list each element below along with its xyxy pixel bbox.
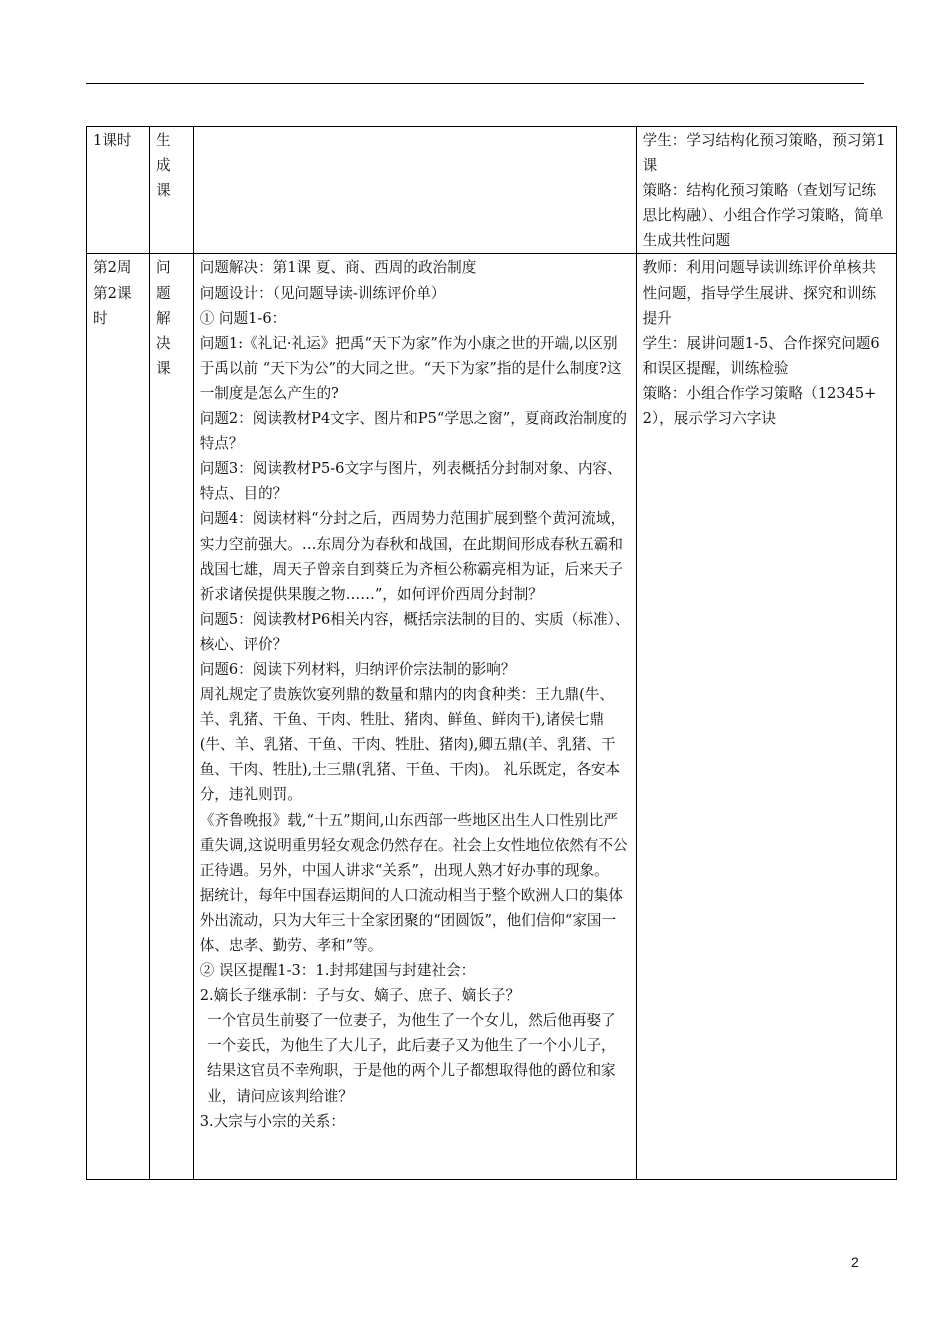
type-text: 生成课 bbox=[155, 132, 171, 200]
notes-text: 教师：利用问题导读训练评价单核共性问题，指导学生展讲、探究和训练提升 学生：展讲问题1-5、合作探究问题6和误区提醒，训练检验 策略：小组合作学习策略（12345+2），展示学习六字诀 bbox=[642, 259, 880, 428]
content-line: 问题6：阅读下列材料，归纳评价宗法制的影响？ bbox=[199, 660, 516, 678]
table-row bbox=[87, 254, 897, 1180]
time-text: 1课时 bbox=[93, 132, 132, 149]
notes-cell bbox=[636, 127, 896, 254]
content-line: 问题设计：（见问题导读-训练评价单） bbox=[199, 284, 446, 302]
time-text: 第2周第2课时 bbox=[93, 259, 132, 327]
time-cell bbox=[87, 127, 150, 254]
content-line: 问题5：阅读教材P6相关内容，概括宗法制的目的、实质（标准）、核心、评价？ bbox=[199, 610, 630, 653]
content-line: 问题1:《礼记·礼运》把禹“天下为家”作为小康之世的开端,以区别于禹以前 “天下为公”的大同之世。“天下为家”指的是什么制度?这一制度是怎么产生的? bbox=[199, 334, 622, 402]
page-number: 2 bbox=[851, 1254, 859, 1270]
lesson-plan-table bbox=[86, 126, 897, 1180]
content-line: 3.大宗与小宗的关系： bbox=[199, 1112, 345, 1130]
content-line: 问题4：阅读材料“分封之后，西周势力范围扩展到整个黄河流域，实力空前强大。…东周分为春秋和战国，在此期间形成春秋五霸和战国七雄，周天子曾亲自到葵丘为齐桓公称霸亮相为证，后来天子祈求诸侯提供果腹之物……”，如何评价西周分封制？ bbox=[199, 510, 626, 603]
content-line: 据统计，每年中国春运期间的人口流动相当于整个欧洲人口的集体外出流动，只为大年三十全家团聚的“团圆饭”，他们信仰“家国一体、忠孝、勤劳、孝和”等。 bbox=[199, 886, 623, 954]
content-line: 问题2：阅读教材P4文字、图片和P5“学思之窗”，夏商政治制度的特点？ bbox=[199, 410, 627, 453]
notes-cell bbox=[636, 254, 896, 1180]
type-text: 问题解决课 bbox=[155, 259, 171, 377]
content-line: 2.嫡长子继承制：子与女、嫡子、庶子、嫡长子？ bbox=[199, 987, 521, 1005]
content-line: 一个官员生前娶了一位妻子，为他生了一个女儿，然后他再娶了一个妾氏，为他生了大儿子，此后妻子又为他生了一个小儿子，结果这官员不幸殉职，于是他的两个儿子都想取得他的爵位和家业，请问应该判给谁？ bbox=[207, 1012, 616, 1105]
table-row bbox=[87, 127, 897, 254]
content-line: ① 问题1-6： bbox=[199, 309, 287, 327]
content-line: 问题解决：第1课 夏、商、西周的政治制度 bbox=[199, 259, 477, 277]
content-line: 周礼规定了贵族饮宴列鼎的数量和鼎内的肉食种类：王九鼎(牛、羊、乳猪、干鱼、干肉、牲肚、猪肉、鲜鱼、鲜肉干),诸侯七鼎(牛、羊、乳猪、干鱼、干肉、牲肚、猪肉),卿五鼎(羊、乳猪、干鱼、干肉、牲肚),士三鼎(乳猪、干鱼、干肉)。 礼乐既定，各安本分，违礼则罚。 bbox=[199, 686, 621, 804]
time-cell bbox=[87, 254, 150, 1180]
type-cell bbox=[149, 254, 193, 1180]
content-cell bbox=[193, 254, 636, 1180]
content-line: ② 误区提醒1-3：1.封邦建国与封建社会： bbox=[199, 962, 476, 980]
header-rule bbox=[86, 83, 864, 84]
content-cell bbox=[193, 127, 636, 254]
notes-text: 学生：学习结构化预习策略，预习第1课 策略：结构化预习策略（查划写记练思比构融）、小组合作学习策略，简单生成共性问题 bbox=[642, 132, 886, 250]
type-cell bbox=[149, 127, 193, 254]
content-line: 问题3：阅读教材P5-6文字与图片，列表概括分封制对象、内容、特点、目的？ bbox=[199, 460, 622, 503]
content-line: 《齐鲁晚报》载,“十五”期间,山东西部一些地区出生人口性别比严重失调,这说明重男轻女观念仍然存在。社会上女性地位依然有不公正待遇。另外，中国人讲求“关系”，出现人熟才好办事的现象。 bbox=[199, 811, 628, 879]
